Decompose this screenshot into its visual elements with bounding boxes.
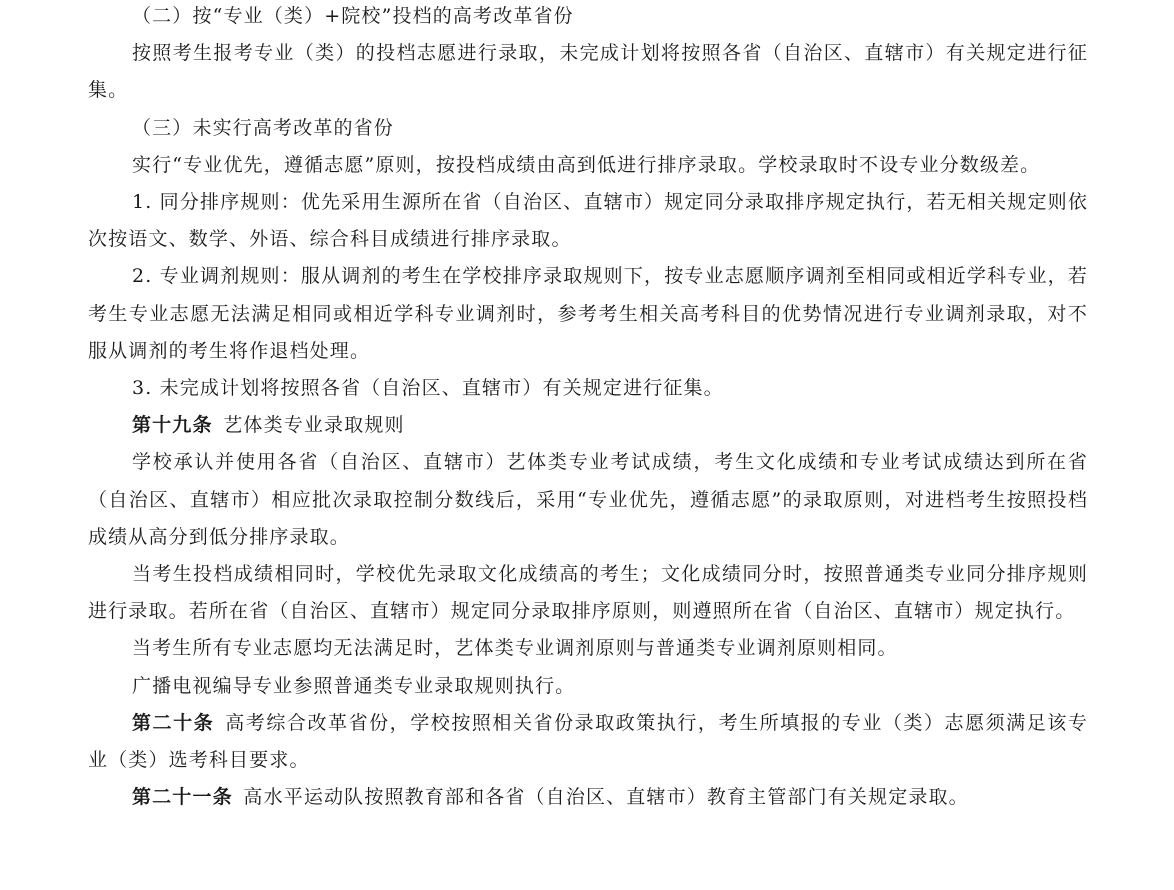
paragraph-text: 实行“专业优先，遵循志愿”原则，按投档成绩由高到低进行排序录取。学校录取时不设专业分数级差。: [132, 153, 1041, 176]
paragraph: [88, 258, 1088, 370]
paragraph-text: 高考综合改革省份，学校按照相关省份录取政策执行，考生所填报的专业（类）志愿须满足该专业（类）选考科目要求。: [88, 711, 1088, 772]
paragraph: [88, 630, 1088, 667]
paragraph-text: 学校承认并使用各省（自治区、直辖市）艺体类专业考试成绩，考生文化成绩和专业考试成绩达到所在省（自治区、直辖市）相应批次录取控制分数线后，采用“专业优先，遵循志愿”的录取原则，对进档考生按照投档成绩从高分到低分排序录取。: [88, 451, 1088, 548]
paragraph-text: 3. 未完成计划将按照各省（自治区、直辖市）有关规定进行征集。: [132, 377, 724, 400]
paragraph: [88, 184, 1088, 258]
paragraph-text: 高水平运动队按照教育部和各省（自治区、直辖市）教育主管部门有关规定录取。: [243, 786, 969, 809]
article-heading: 第二十条: [132, 711, 215, 734]
paragraph-text: 广播电视编导专业参照普通类专业录取规则执行。: [132, 674, 576, 697]
article-paragraph: [88, 407, 1088, 444]
paragraph: [88, 35, 1088, 109]
paragraph: [88, 147, 1088, 184]
paragraph: [88, 370, 1088, 407]
article-heading: 第十九条: [132, 414, 213, 437]
paragraph: [88, 0, 1088, 35]
paragraph-text: 艺体类专业录取规则: [223, 414, 405, 437]
paragraph: [88, 556, 1088, 630]
paragraph-text: （二）按“专业（类）+院校”投档的高考改革省份: [132, 5, 574, 27]
paragraph-text: 按照考生报考专业（类）的投档志愿进行录取，未完成计划将按照各省（自治区、直辖市）有关规定进行征集。: [88, 42, 1088, 102]
paragraph-text: 当考生所有专业志愿均无法满足时，艺体类专业调剂原则与普通类专业调剂原则相同。: [132, 637, 898, 660]
paragraph-text: （三）未实行高考改革的省份: [132, 116, 394, 139]
article-paragraph: [88, 705, 1088, 779]
paragraph: [88, 110, 1088, 147]
paragraph-text: 1. 同分排序规则：优先采用生源所在省（自治区、直辖市）规定同分录取排序规定执行，若无相关规定则依次按语文、数学、外语、综合科目成绩进行排序录取。: [88, 191, 1088, 251]
article-paragraph: [88, 779, 1088, 816]
paragraph-text: 当考生投档成绩相同时，学校优先录取文化成绩高的考生；文化成绩同分时，按照普通类专业同分排序规则进行录取。若所在省（自治区、直辖市）规定同分录取排序原则，则遵照所在省（自治区、直辖市）规定执行。: [88, 563, 1088, 623]
paragraph: [88, 668, 1088, 705]
article-heading: 第二十一条: [132, 786, 233, 809]
paragraph-text: 2. 专业调剂规则：服从调剂的考生在学校排序录取规则下，按专业志愿顺序调剂至相同或相近学科专业，若考生专业志愿无法满足相同或相近学科专业调剂时，参考考生相关高考科目的优势情况进行专业调剂录取，对不服从调剂的考生将作退档处理。: [88, 265, 1088, 362]
document-body: [88, 0, 1088, 816]
paragraph: [88, 444, 1088, 556]
